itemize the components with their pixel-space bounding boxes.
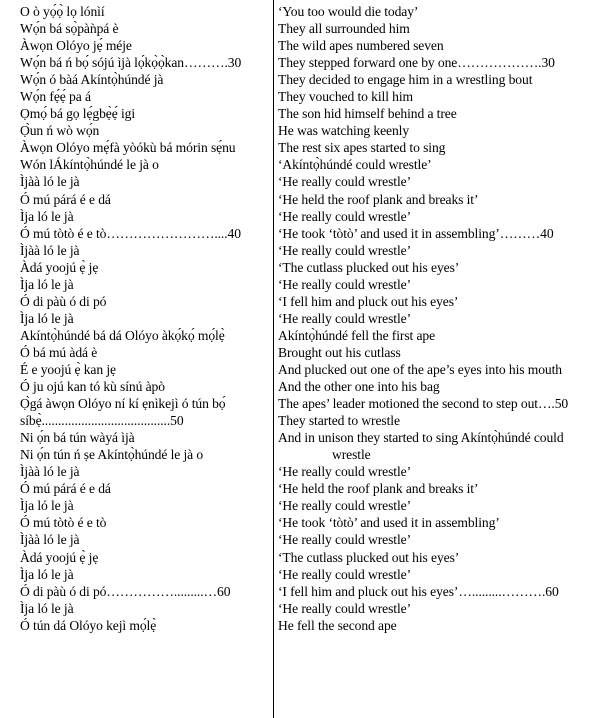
yoruba-verse-line: Wọ́n bá ń bọ́ sójú ìjà lọ́kọ̀ọ̀kan……….30 — [20, 55, 242, 71]
yoruba-verse-line: Ìja ló le jà — [20, 208, 74, 224]
yoruba-verse-line: Ìja ló le jà — [20, 566, 74, 582]
yoruba-verse-line: Àdá yoojú ẹ̀ jẹ — [20, 259, 99, 275]
yoruba-verse-line: Ó di pàù ó di pó…………….........…60 — [20, 583, 231, 599]
english-verse-line: Brought out his cutlass — [278, 344, 401, 360]
yoruba-verse-line: Wọ́n bá sọ̀pàǹpá è — [20, 21, 119, 37]
yoruba-verse-line: Àwọn Olóyo jẹ́ méje — [20, 38, 132, 54]
english-verse-line: ‘He really could wrestle’ — [278, 242, 411, 258]
english-verse-line: They started to wrestle — [278, 413, 400, 429]
yoruba-verse-line: Ó ju ojú kan tó kù sínú àpò — [20, 379, 165, 395]
yoruba-verse-line: Ni ọ́n tún ń ṣe Akíntọ̀húndé le jà o — [20, 447, 204, 463]
english-verse-line: ‘He took ‘tòtò’ and used it in assembling’………40 — [278, 225, 554, 241]
yoruba-verse-line: Àwọn Olóyo mẹ́fà yòókù bá mórin sẹ́nu — [20, 140, 236, 156]
yoruba-verse-line: Ó mú párá é e dá — [20, 481, 111, 497]
yoruba-verse-line: Wón lÁkíntọ̀húndé le jà o — [20, 157, 159, 173]
english-verse-line: ‘The cutlass plucked out his eyes’ — [278, 549, 460, 565]
yoruba-verse-line: Ó mú tòtò é e tò……………………....40 — [20, 225, 241, 241]
english-verse-line: ‘Akíntọ̀húndé could wrestle’ — [278, 157, 432, 173]
yoruba-text-column — [20, 3, 270, 634]
yoruba-verse-line: Ìjàà ló le jà — [20, 174, 80, 190]
english-verse-line: ‘The cutlass plucked out his eyes’ — [278, 259, 460, 275]
english-verse-line: They all surrounded him — [278, 21, 410, 37]
yoruba-verse-line: Ọmọ́ bá gọ lẹ́gbẹ̀ẹ́ igi — [20, 106, 136, 122]
english-verse-line: The wild apes numbered seven — [278, 38, 444, 54]
yoruba-verse-line: Ìjàà ló le jà — [20, 532, 80, 548]
english-verse-line: He fell the second ape — [278, 617, 397, 633]
yoruba-verse-line: Ó mú tòtò é e tò — [20, 515, 107, 531]
english-verse-line: ‘He really could wrestle’ — [278, 310, 411, 326]
yoruba-verse-line: Ó tún dá Olóyo kejì mọ́lẹ̀ — [20, 617, 157, 633]
english-verse-line: The rest six apes started to sing — [278, 140, 446, 156]
english-verse-line: The apes’ leader motioned the second to step out….50 — [278, 396, 569, 412]
yoruba-verse-line: Ìjàà ló le jà — [20, 464, 80, 480]
yoruba-verse-line: Ó di pàù ó di pó — [20, 293, 107, 309]
yoruba-verse-line: Ó mú párá é e dá — [20, 191, 111, 207]
yoruba-verse-line: Akíntọ̀húndé bá dá Olóyo àkọ́kọ́ mọ́lẹ̀ — [20, 327, 225, 343]
english-verse-line: ‘He really could wrestle’ — [278, 208, 411, 224]
english-verse-line: And in unison they started to sing Akíntọ̀húndé could — [278, 430, 564, 446]
english-verse-line: ‘He held the roof plank and breaks it’ — [278, 481, 479, 497]
english-verse-line: ‘I fell him and pluck out his eyes’ — [278, 293, 459, 309]
yoruba-verse-line: Ìja ló le jà — [20, 498, 74, 514]
english-verse-line: They stepped forward one by one……………….30 — [278, 55, 555, 71]
english-verse-line: They decided to engage him in a wrestling bout — [278, 72, 533, 88]
english-verse-line: ‘He really could wrestle’ — [278, 276, 411, 292]
english-verse-line: He was watching keenly — [278, 123, 410, 139]
english-verse-line: They vouched to kill him — [278, 89, 414, 105]
yoruba-verse-line: Wọ́n fẹ́ẹ́ pa á — [20, 89, 91, 105]
english-verse-line: Akíntọ̀húndé fell the first ape — [278, 327, 436, 343]
english-verse-line: ‘He really could wrestle’ — [278, 464, 411, 480]
english-verse-line: ‘He held the roof plank and breaks it’ — [278, 191, 479, 207]
english-verse-line: ‘He took ‘tòtò’ and used it in assembling’ — [278, 515, 500, 531]
yoruba-verse-line: O ò yọ́ọ̀ lọ lónìí — [20, 4, 105, 19]
yoruba-verse-line: Ìjàà ló le jà — [20, 242, 80, 258]
yoruba-verse-line: Ìja ló le jà — [20, 310, 74, 326]
english-verse-line: wrestle — [332, 447, 371, 463]
english-verse-line: ‘He really could wrestle’ — [278, 498, 411, 514]
yoruba-verse-line: Ọ̀un ń wò wọ́n — [20, 123, 100, 139]
english-verse-line: ‘He really could wrestle’ — [278, 600, 411, 616]
english-verse-line: The son hid himself behind a tree — [278, 106, 457, 122]
yoruba-verse-line: É e yoojú ẹ̀ kan jẹ — [20, 361, 116, 377]
yoruba-verse-line: Ó bá mú àdá è — [20, 344, 98, 360]
yoruba-verse-line: Ni ọ́n bá tún wàyá ìjà — [20, 430, 135, 446]
english-verse-line: ‘He really could wrestle’ — [278, 566, 411, 582]
yoruba-verse-line: Wọ́n ó bàá Akíntọ̀húndé jà — [20, 72, 164, 88]
yoruba-verse-line: Ìja ló le jà — [20, 600, 74, 616]
yoruba-verse-line: Ọ̀gá àwọn Olóyo ní kí ẹnìkejì ó tún bọ́ síbẹ̀.......................................50 — [20, 396, 226, 429]
column-divider — [273, 0, 274, 718]
english-verse-line: ‘He really could wrestle’ — [278, 174, 411, 190]
yoruba-verse-line: Ìja ló le jà — [20, 276, 74, 292]
english-verse-line: ‘You too would die today’ — [278, 4, 419, 19]
english-verse-line: ‘I fell him and pluck out his eyes’….........……….60 — [278, 583, 559, 599]
english-translation-column — [278, 3, 608, 634]
english-verse-line: And the other one into his bag — [278, 379, 440, 395]
english-verse-line: ‘He really could wrestle’ — [278, 532, 411, 548]
english-verse-line: And plucked out one of the ape’s eyes into his mouth — [278, 361, 562, 377]
yoruba-verse-line: Àdá yoojú ẹ̀ jẹ — [20, 549, 99, 565]
